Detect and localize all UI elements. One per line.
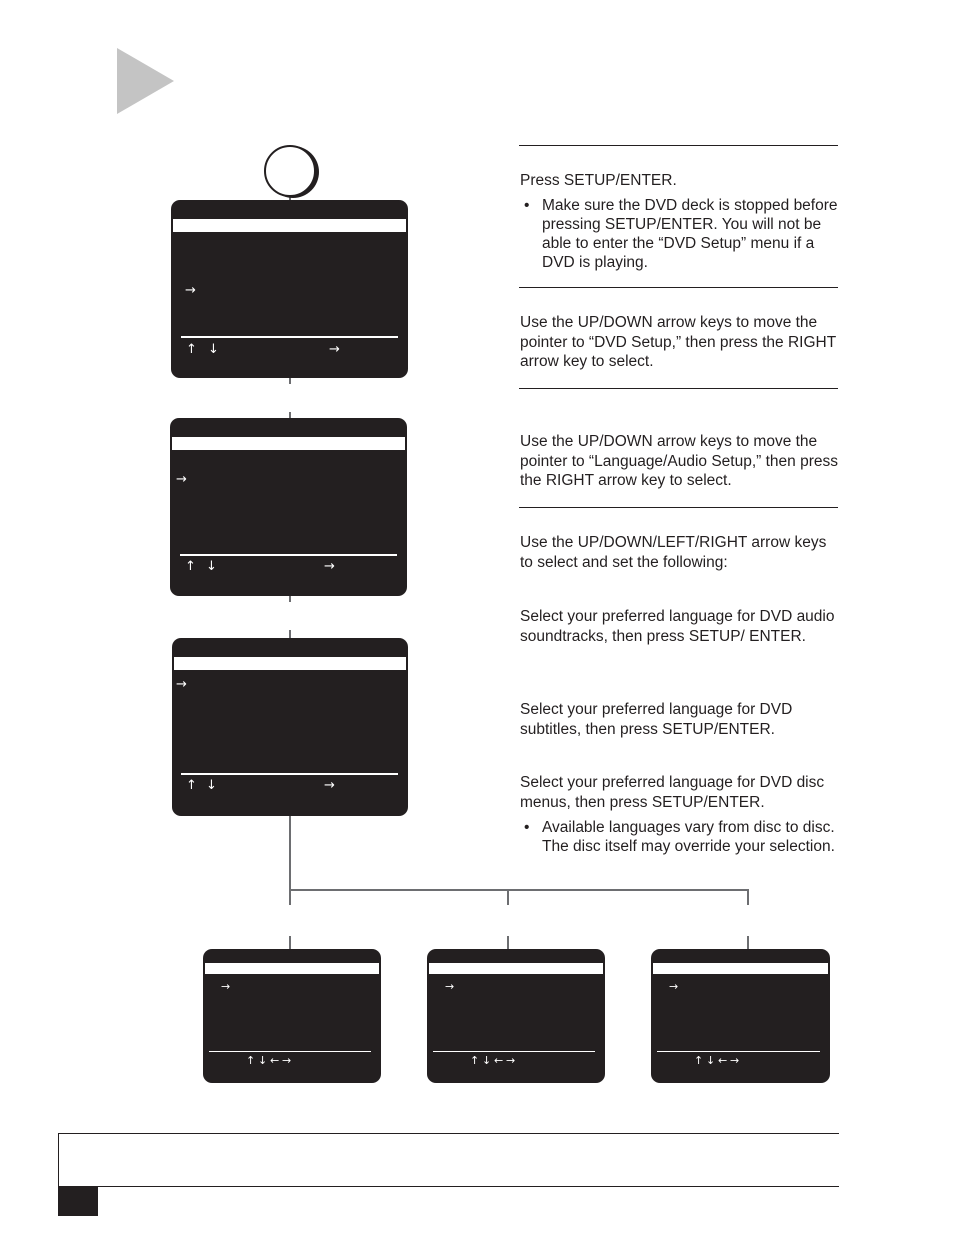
play-arrow-icon bbox=[117, 48, 174, 114]
left-arrow-icon: ← bbox=[494, 1054, 504, 1067]
right-arrow-icon: → bbox=[324, 778, 335, 793]
osd-screen-language-audio-setup bbox=[172, 638, 408, 816]
step2-text: Use the UP/DOWN arrow keys to move the pointer to “DVD Setup,” then press the RIGHT arrow key to select. bbox=[520, 314, 836, 370]
step3-text: Use the UP/DOWN arrow keys to move the pointer to “Language/Audio Setup,” then press the RIGHT arrow key to select. bbox=[520, 433, 838, 489]
down-arrow-icon: ↓ bbox=[206, 778, 217, 793]
connector-line bbox=[507, 889, 509, 905]
down-arrow-icon: ↓ bbox=[258, 1054, 268, 1067]
step1-text: Press SETUP/ENTER. bbox=[520, 172, 677, 189]
step1-bullet bbox=[520, 196, 840, 272]
step4-bullet-text: Available languages vary from disc to disc. The disc itself may override your selection. bbox=[542, 819, 835, 855]
title-bar bbox=[653, 963, 828, 974]
menu-separator bbox=[209, 1051, 371, 1052]
title-bar bbox=[173, 219, 406, 232]
title-bar bbox=[429, 963, 603, 974]
pointer-icon: → bbox=[176, 677, 187, 692]
osd-screen-main-menu bbox=[171, 200, 408, 378]
section-rule bbox=[519, 388, 838, 389]
down-arrow-icon: ↓ bbox=[208, 342, 219, 357]
connector-line bbox=[747, 889, 749, 905]
title-bar bbox=[205, 963, 379, 974]
audio-setting-text: Select your preferred language for DVD audio soundtracks, then press SETUP/ ENTER. bbox=[520, 608, 835, 645]
osd-screen-subtitle-language bbox=[427, 949, 605, 1083]
step1-bullet-text: Make sure the DVD deck is stopped before pressing SETUP/ENTER. You will not be able to enter the “DVD Setup” menu if a DVD is playing. bbox=[542, 197, 838, 271]
title-bar bbox=[174, 657, 406, 670]
up-arrow-icon: ↑ bbox=[186, 778, 197, 793]
footer-box bbox=[58, 1133, 839, 1187]
menu-separator bbox=[181, 773, 398, 775]
pointer-icon: → bbox=[185, 283, 196, 298]
pointer-icon: → bbox=[445, 980, 455, 993]
step-circle bbox=[264, 145, 316, 197]
section-rule bbox=[519, 145, 838, 146]
disc-menu-setting-text: Select your preferred language for DVD disc menus, then press SETUP/ENTER. bbox=[520, 774, 825, 811]
osd-screen-disc-menu-language bbox=[651, 949, 830, 1083]
left-arrow-icon: ← bbox=[270, 1054, 280, 1067]
pointer-icon: → bbox=[176, 472, 187, 487]
osd-screen-dvd-setup bbox=[170, 418, 407, 596]
down-arrow-icon: ↓ bbox=[206, 559, 217, 574]
pointer-icon: → bbox=[221, 980, 231, 993]
bullet-dot: • bbox=[524, 819, 530, 836]
right-arrow-icon: → bbox=[329, 342, 340, 357]
menu-separator bbox=[657, 1051, 820, 1052]
menu-separator bbox=[181, 336, 398, 338]
bullet-dot: • bbox=[524, 197, 530, 214]
pointer-icon: → bbox=[669, 980, 679, 993]
section-rule bbox=[519, 287, 838, 288]
up-arrow-icon: ↑ bbox=[246, 1054, 256, 1067]
connector-line bbox=[289, 813, 291, 905]
right-arrow-icon: → bbox=[730, 1054, 740, 1067]
up-arrow-icon: ↑ bbox=[185, 559, 196, 574]
left-arrow-icon: ← bbox=[718, 1054, 728, 1067]
down-arrow-icon: ↓ bbox=[706, 1054, 716, 1067]
up-arrow-icon: ↑ bbox=[694, 1054, 704, 1067]
up-arrow-icon: ↑ bbox=[186, 342, 197, 357]
right-arrow-icon: → bbox=[324, 559, 335, 574]
step4-text: Use the UP/DOWN/LEFT/RIGHT arrow keys to select and set the following: bbox=[520, 534, 827, 571]
subtitle-setting-text: Select your preferred language for DVD subtitles, then press SETUP/ENTER. bbox=[520, 701, 793, 738]
right-arrow-icon: → bbox=[506, 1054, 516, 1067]
up-arrow-icon: ↑ bbox=[470, 1054, 480, 1067]
down-arrow-icon: ↓ bbox=[482, 1054, 492, 1067]
section-rule bbox=[519, 507, 838, 508]
osd-screen-audio-language bbox=[203, 949, 381, 1083]
connector-branch bbox=[289, 889, 749, 891]
step4-bullet bbox=[520, 818, 840, 856]
menu-separator bbox=[433, 1051, 595, 1052]
right-arrow-icon: → bbox=[282, 1054, 292, 1067]
title-bar bbox=[172, 437, 405, 450]
menu-separator bbox=[180, 554, 397, 556]
page-number-tab bbox=[58, 1186, 98, 1216]
